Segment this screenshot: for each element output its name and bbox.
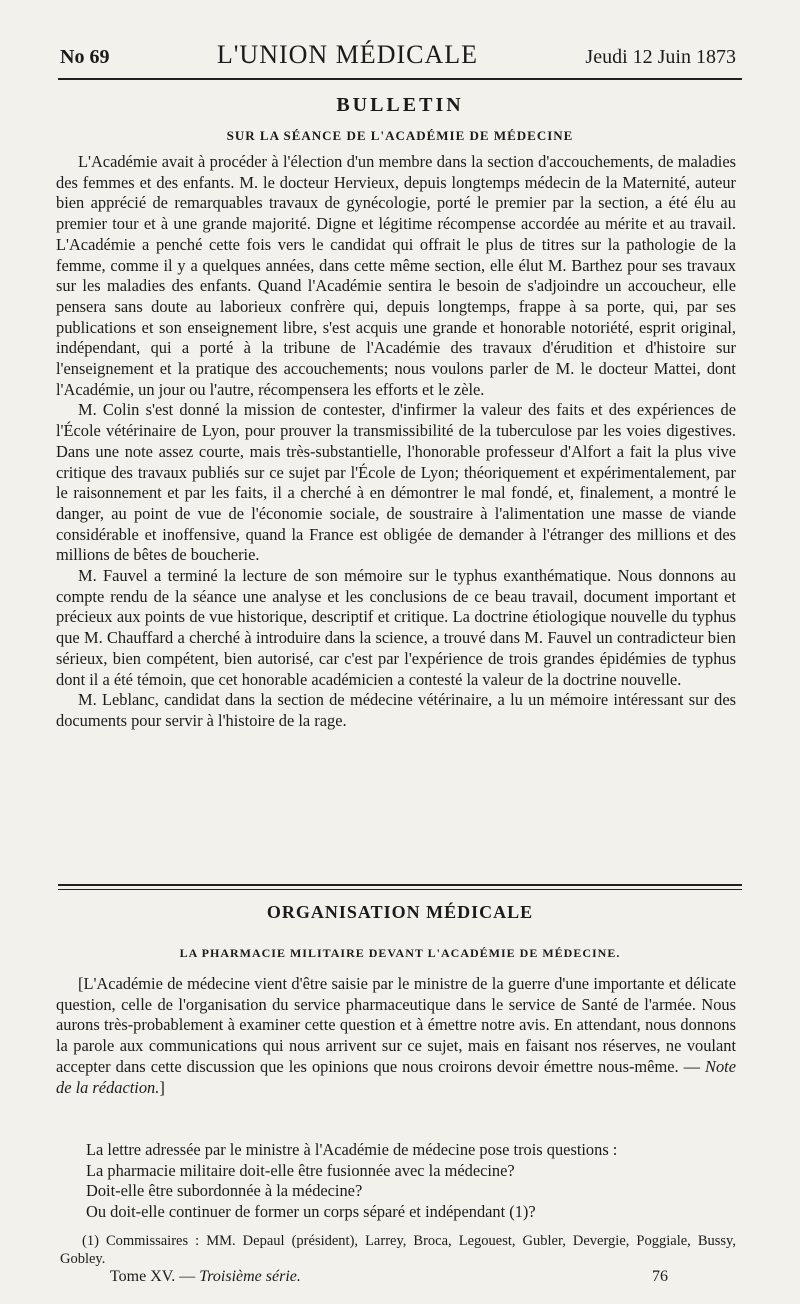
bulletin-title: BULLETIN [336, 94, 464, 116]
organisation-body [56, 974, 736, 1098]
question-item: Ou doit-elle continuer de former un corps séparé et indépendant (1)? [86, 1202, 536, 1222]
organisation-subtitle: LA PHARMACIE MILITAIRE DEVANT L'ACADÉMIE DE MÉDECINE. [179, 946, 621, 960]
bulletin-paragraph: L'Académie avait à procéder à l'élection d'un membre dans la section d'accouchements, de maladies des femmes et des enfants. M. le docteur Hervieux, depuis longtemps médecin de la Maternité, auteur bien apprécié de remarquables travaux de gynécologie, porté le premier par la section, a été élu au premier tour et à une grande majorité. Digne et légitime récompense accordée au mérite et au travail. L'Académie a penché cette fois vers le candidat qui offrait le plus de titres sur la pathologie de la femme, comme il y a quelques années, dans cette même section, elle élut M. Barthez pour ses travaux sur les maladies des enfants. Quand l'Académie sentira le besoin de s'adjoindre un accoucheur, elle pensera sans doute au laborieux confrère qui, depuis longtemps, frappe à sa porte, qui, par ses publications et son enseignement libre, s'est acquis une grande et honorable notoriété, esprit original, indépendant, qui a porté à la tribune de l'Académie des travaux d'érudition et d'histoire sur l'enseignement et la pratique des accouchements; nous voulons parler de M. le docteur Mattei, dont l'Académie, un jour ou l'autre, récompensera les efforts et le zèle. [56, 152, 736, 399]
question-item: Doit-elle être subordonnée à la médecine? [86, 1181, 363, 1201]
page-number: 76 [652, 1268, 668, 1285]
series-label: Troisième série. [199, 1268, 301, 1285]
page-header [60, 40, 736, 80]
questions-intro: La lettre adressée par le ministre à l'Académie de médecine pose trois questions : [86, 1140, 618, 1159]
bulletin-paragraph: M. Leblanc, candidat dans la section de médecine vétérinaire, a lu un mémoire intéressant sur des documents pour servir à l'histoire de la rage. [56, 690, 736, 730]
question-item: La pharmacie militaire doit-elle être fusionnée avec la médecine? [86, 1160, 515, 1180]
section-rule [58, 884, 742, 886]
bulletin-paragraph: M. Fauvel a terminé la lecture de son mémoire sur le typhus exanthématique. Nous donnons au compte rendu de la séance une analyse et les conclusions de ce beau travail, document important et précieux aux points de vue historique, descriptif et critique. La doctrine étiologique nouvelle du typhus que M. Chauffard a cherché à introduire dans la science, a trouvé dans M. Fauvel un contradicteur bien sérieux, bien compétent, bien autorisé, car c'est par l'expérience de trois grandes épidémies de typhus dont il a été témoin, que cet honorable académicien a contesté la valeur de la doctrine nouvelle. [56, 566, 736, 689]
bulletin-paragraph: M. Colin s'est donné la mission de contester, d'infirmer la valeur des faits et des expériences de l'École vétérinaire de Lyon, pour prouver la transmissibilité de la tuberculose par les voies digestives. Dans une note assez courte, mais très-substantielle, l'honorable professeur d'Alfort a fait la plus vive critique des travaux publiés sur ce sujet par l'École de Lyon; théoriquement et expérimentalement, par le raisonnement et par les faits, il a cherché à en démontrer le mal fondé, et, finalement, a montré le danger, au point de vue de l'économie sociale, de soustraire à l'alimentation une masse de viande considérable et inoffensive, quand la France est obligée de demander à l'étranger des millions et des millions de bêtes de boucherie. [56, 400, 736, 565]
bulletin-body [56, 152, 736, 732]
footnote [60, 1232, 736, 1268]
organisation-text: [L'Académie de médecine vient d'être saisie par le ministre de la guerre d'une importante et délicate question, celle de l'organisation du service pharmaceutique dans le service de Santé de l'armée. Nous aurons très-probablement à examiner cette question et à émettre notre avis. En attendant, nous donnons la parole aux communications qui nous arrivent sur ce sujet, mais en faisant nos réserves, ne voulant accepter dans cette discussion que les opinions que nous croirons devoir émettre nous-même. — [56, 974, 736, 1076]
organisation-title: ORGANISATION MÉDICALE [266, 902, 534, 922]
journal-title: L'UNION MÉDICALE [216, 40, 479, 69]
volume-label: Tome XV. — [110, 1268, 200, 1285]
editor-note: Note de la rédaction. [56, 1056, 736, 1097]
section-rule-thin [58, 889, 742, 890]
organisation-paragraph [56, 974, 736, 1098]
footnote-text: (1) Commissaires : MM. Depaul (président), Larrey, Broca, Legouest, Gubler, Devergie, Poggiale, Bussy, Gobley. [60, 1233, 736, 1267]
volume-info [110, 1268, 301, 1286]
questions-list [60, 1140, 736, 1223]
bracket-close: ] [159, 1077, 165, 1097]
bulletin-subtitle: SUR LA SÉANCE DE L'ACADÉMIE DE MÉDECINE [226, 128, 574, 143]
page-footer [110, 1268, 668, 1286]
header-rule [58, 78, 742, 80]
issue-date: Jeudi 12 Juin 1873 [585, 46, 736, 68]
issue-number: No 69 [60, 46, 110, 68]
